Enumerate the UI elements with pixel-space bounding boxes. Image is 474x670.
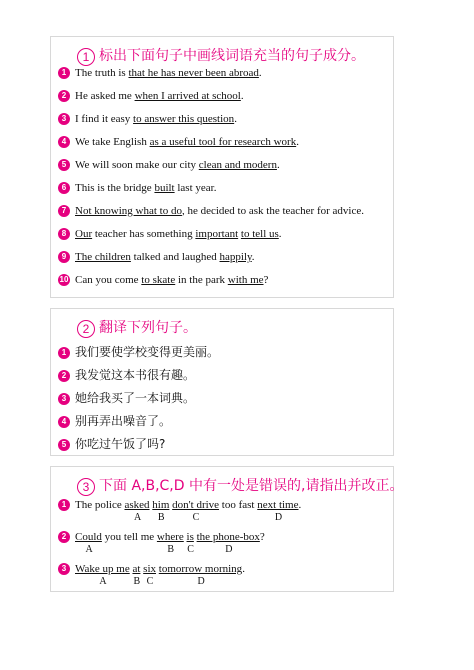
option-letter-b: B bbox=[157, 512, 165, 523]
sentence-item bbox=[58, 228, 282, 240]
section-3-title bbox=[77, 475, 403, 496]
underlined-phrase: when I arrived at school bbox=[134, 90, 241, 102]
item-number-badge: 4 bbox=[58, 136, 70, 148]
section-2-title bbox=[77, 317, 197, 338]
item-number-badge: 10 bbox=[59, 275, 69, 284]
item-number-badge: 8 bbox=[58, 228, 70, 240]
chinese-sentence: 你吃过午饭了吗? bbox=[75, 437, 166, 451]
translation-item bbox=[58, 389, 195, 406]
sentence-text: He asked me bbox=[75, 90, 135, 102]
underlined-phrase: happily bbox=[219, 251, 252, 263]
sentence-text: . bbox=[242, 563, 245, 575]
underlined-phrase: six bbox=[143, 563, 157, 575]
error-item bbox=[58, 531, 265, 543]
sentence-text: ? bbox=[263, 274, 269, 286]
sentence-item bbox=[58, 182, 216, 194]
translation-item bbox=[58, 412, 171, 429]
option-letter-a: A bbox=[134, 512, 142, 523]
underlined-phrase: as a useful tool for research work bbox=[149, 136, 297, 148]
section-3-heading: 下面 A,B,C,D 中有一处是错误的,请指出并改正。 bbox=[99, 478, 404, 494]
item-number-badge: 7 bbox=[58, 205, 70, 217]
option-letter-b: B bbox=[167, 544, 175, 555]
translation-item bbox=[58, 366, 195, 383]
item-number-badge: 9 bbox=[58, 251, 70, 263]
underlined-phrase: Wake up me bbox=[75, 563, 130, 575]
sentence-text: , he decided to ask the teacher for advice. bbox=[181, 205, 364, 217]
underlined-phrase: him bbox=[152, 499, 170, 511]
option-letters bbox=[51, 544, 393, 556]
sentence-text: The police bbox=[75, 499, 125, 511]
underlined-phrase: don't drive bbox=[172, 499, 220, 511]
translation-item bbox=[58, 435, 165, 452]
item-number-badge: 6 bbox=[58, 182, 70, 194]
option-letter-d: D bbox=[225, 544, 233, 555]
sentence-text: ? bbox=[259, 531, 265, 543]
sentence-text: you tell me bbox=[101, 531, 157, 543]
option-letters bbox=[51, 576, 393, 588]
sentence-text: teacher has something bbox=[92, 228, 196, 240]
sentence-text: . bbox=[258, 67, 262, 79]
sentence-text: . bbox=[298, 499, 302, 511]
item-number-badge: 5 bbox=[58, 159, 70, 171]
sentence-text: talked and laughed bbox=[130, 251, 220, 263]
underlined-phrase: the phone-box bbox=[196, 531, 260, 543]
item-number-badge: 4 bbox=[58, 416, 70, 428]
underlined-phrase: Could bbox=[75, 531, 102, 543]
underlined-phrase: built bbox=[154, 182, 175, 194]
sentence-text: We will soon make our city bbox=[75, 159, 199, 171]
sentence-text: The truth is bbox=[75, 67, 129, 79]
chinese-sentence: 她给我买了一本词典。 bbox=[75, 391, 196, 405]
option-letter-a: A bbox=[85, 544, 93, 555]
sentence-text: too fast bbox=[219, 499, 258, 511]
sentence-text: . bbox=[240, 90, 244, 102]
item-number-badge: 2 bbox=[58, 370, 70, 382]
sentence-text: last year. bbox=[174, 182, 217, 194]
section-1-card bbox=[50, 36, 394, 298]
chinese-sentence: 我们要使学校变得更美丽。 bbox=[75, 345, 220, 359]
item-number-badge: 1 bbox=[58, 499, 70, 511]
sentence-text: . bbox=[278, 228, 282, 240]
sentence-item bbox=[58, 136, 299, 148]
sentence-item bbox=[58, 159, 280, 171]
item-number-badge: 1 bbox=[58, 67, 70, 79]
option-letter-c: C bbox=[192, 512, 200, 523]
chinese-sentence: 我发觉这本书很有趣。 bbox=[75, 368, 196, 382]
sentence-item bbox=[58, 67, 262, 79]
option-letter-c: C bbox=[146, 576, 154, 587]
section-3-number: 3 bbox=[77, 478, 95, 496]
section-2-heading: 翻译下列句子。 bbox=[99, 320, 197, 336]
underlined-phrase: important bbox=[195, 228, 239, 240]
section-2-card bbox=[50, 308, 394, 456]
underlined-phrase: with me bbox=[227, 274, 264, 286]
sentence-text: . bbox=[251, 251, 255, 263]
underlined-phrase: asked bbox=[124, 499, 150, 511]
item-number-badge: 3 bbox=[58, 113, 70, 125]
sentence-text: in the park bbox=[175, 274, 228, 286]
sentence-item bbox=[58, 251, 255, 263]
underlined-phrase: that he has never been abroad bbox=[128, 67, 259, 79]
underlined-phrase: where bbox=[156, 531, 184, 543]
item-number-badge: 2 bbox=[58, 531, 70, 543]
sentence-text: . bbox=[296, 136, 299, 148]
option-letter-d: D bbox=[197, 576, 205, 587]
item-number-badge: 3 bbox=[58, 393, 70, 405]
sentence-item bbox=[58, 205, 364, 217]
underlined-phrase: Not knowing what to do bbox=[75, 205, 182, 217]
sentence-text: We take English bbox=[75, 136, 150, 148]
sentence-text: Can you come bbox=[75, 274, 142, 286]
underlined-phrase: Our bbox=[75, 228, 93, 240]
underlined-phrase: clean and modern bbox=[198, 159, 277, 171]
underlined-phrase: tomorrow morning bbox=[158, 563, 243, 575]
option-letter-c: C bbox=[187, 544, 194, 555]
section-1-number: 1 bbox=[77, 48, 95, 66]
option-letter-a: A bbox=[99, 576, 107, 587]
translation-item bbox=[58, 343, 219, 360]
item-number-badge: 3 bbox=[58, 563, 70, 575]
underlined-phrase: next time bbox=[257, 499, 299, 511]
section-1-title bbox=[77, 45, 365, 66]
sentence-item bbox=[58, 274, 268, 286]
error-item bbox=[58, 499, 301, 511]
item-number-badge: 5 bbox=[58, 439, 70, 451]
section-2-number: 2 bbox=[77, 320, 95, 338]
underlined-phrase: The children bbox=[75, 251, 131, 263]
section-1-heading: 标出下面句子中画线词语充当的句子成分。 bbox=[99, 48, 365, 64]
underlined-phrase: to answer this question bbox=[133, 113, 235, 125]
sentence-text: I find it easy bbox=[75, 113, 134, 125]
sentence-text: . bbox=[276, 159, 280, 171]
sentence-text: This is the bridge bbox=[75, 182, 155, 194]
option-letter-b: B bbox=[133, 576, 141, 587]
error-item bbox=[58, 563, 245, 575]
section-3-card bbox=[50, 466, 404, 592]
underlined-phrase: is bbox=[186, 531, 194, 543]
sentence-text: . bbox=[234, 113, 237, 125]
option-letters bbox=[51, 512, 393, 524]
option-letter-d: D bbox=[274, 512, 283, 523]
underlined-phrase: at bbox=[132, 563, 141, 575]
underlined-phrase: to skate bbox=[141, 274, 176, 286]
sentence-item bbox=[58, 113, 237, 125]
sentence-item bbox=[58, 90, 244, 102]
underlined-phrase: to tell us bbox=[240, 228, 279, 240]
chinese-sentence: 别再弄出噪音了。 bbox=[75, 414, 172, 428]
item-number-badge: 1 bbox=[58, 347, 70, 359]
item-number-badge: 2 bbox=[58, 90, 70, 102]
